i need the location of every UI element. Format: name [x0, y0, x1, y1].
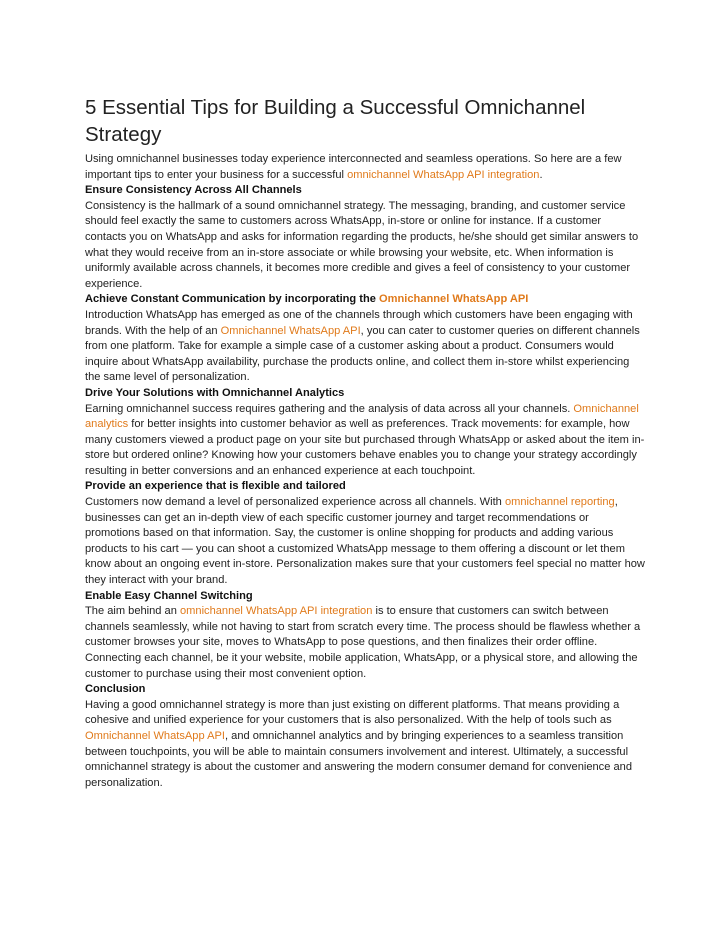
body-text: Having a good omnichannel strategy is more than just existing on different platforms. That means providing a cohesive and unified experience for your customers that is also personalized. With the help of tools such as — [85, 698, 620, 727]
section-body-communication — [85, 308, 645, 386]
section-heading-switching: Enable Easy Channel Switching — [85, 589, 253, 602]
section-body-consistency: Consistency is the hallmark of a sound omnichannel strategy. The messaging, branding, and customer service should feel exactly the same to customers across WhatsApp, in-store or online for instance. If a customer contacts you on WhatsApp and asks for information regarding the products, he/she should get similar answers to what they would receive from an in-store associate or while browsing your website, etc. When information is uniformly available across channels, it becomes more credible and gives a feel of consistency to your customer experience. — [85, 199, 639, 290]
intro-end: . — [539, 168, 543, 181]
section-body-flexible — [85, 495, 645, 589]
intro-text: Using omnichannel businesses today experience interconnected and seamless operations. So here are a few important tips to enter your business for a successful — [85, 153, 622, 181]
section-heading-conclusion: Conclusion — [85, 683, 146, 696]
body-text: Earning omnichannel success requires gathering and the analysis of data across all your channels. — [85, 402, 574, 415]
body-text: Customers now demand a level of personalized experience across all channels. With — [85, 496, 505, 509]
body-text: , you can cater to customer queries on different channels from one platform. Take for example a simple case of a customer asking about a product. Consumers would inquire about WhatsApp availability, purchase the products online, and collect them in-store whilst experiencing the same level of personalization. — [85, 324, 640, 384]
body-text: Introduction WhatsApp has emerged as one of the channels through which customers have been engaging with brands. With the help of an — [85, 308, 633, 337]
section-heading-flexible: Provide an experience that is flexible and tailored — [85, 480, 346, 493]
heading-text: Achieve Constant Communication by incorporating the — [85, 293, 380, 306]
document-page — [85, 94, 645, 791]
body-link[interactable]: omnichannel reporting — [504, 496, 615, 509]
body-link[interactable]: omnichannel WhatsApp API integration — [179, 605, 373, 618]
section-body-analytics — [85, 402, 645, 480]
section-heading-communication — [85, 292, 645, 308]
section-heading-consistency: Ensure Consistency Across All Channels — [85, 184, 302, 197]
section-body-conclusion — [85, 698, 645, 792]
intro-link[interactable]: omnichannel WhatsApp API integration — [347, 168, 540, 181]
body-link[interactable]: Omnichannel analytics — [85, 402, 639, 431]
body-text: , businesses can get an in-depth view of each specific customer journey and target recommendations or promotions based on that information. Say, the customer is online shopping for products and adding various products to his cart — you can shoot a customized WhatsApp message to them offering a discount or let them know about an ongoing event in-store. Personalization makes sure that your customers feel special no matter how they interact with your brand. — [85, 496, 645, 587]
body-text: The aim behind an — [85, 605, 180, 618]
intro-paragraph — [85, 152, 645, 183]
body-link[interactable]: Omnichannel WhatsApp API — [220, 324, 361, 337]
body-text: , and omnichannel analytics and by bringing experiences to a seamless transition between touchpoints, you will be able to maintain consumers involvement and interest. Ultimately, a successful omnichannel strategy is about the customer and answering the modern consumer demand for convenience and personalization. — [85, 729, 632, 789]
body-link[interactable]: Omnichannel WhatsApp API — [85, 729, 225, 742]
body-text: for better insights into customer behavior as well as preferences. Track movements: for example, how many customers viewed a product page on your site but purchased through WhatsApp or asked about the item in-store but ordered online? Knowing how your customers behave enables you to change your strategy accordingly resulting in better conversions and an enhanced experience at each touchpoint. — [85, 418, 645, 477]
section-heading-analytics: Drive Your Solutions with Omnichannel Analytics — [85, 386, 345, 399]
body-text: is to ensure that customers can switch between channels seamlessly, while not having to start from scratch every time. The process should be flawless whether a customer browses your site, moves to WhatsApp to pose questions, and then finalizes their order offline. Connecting each channel, be it your website, mobile application, WhatsApp, or a physical store, and allowing the customer to purchase using their most convenient option. — [85, 605, 641, 680]
heading-link[interactable]: Omnichannel WhatsApp API — [379, 293, 529, 306]
page-title: 5 Essential Tips for Building a Successful Omnichannel Strategy — [85, 96, 586, 146]
section-body-switching — [85, 604, 645, 682]
